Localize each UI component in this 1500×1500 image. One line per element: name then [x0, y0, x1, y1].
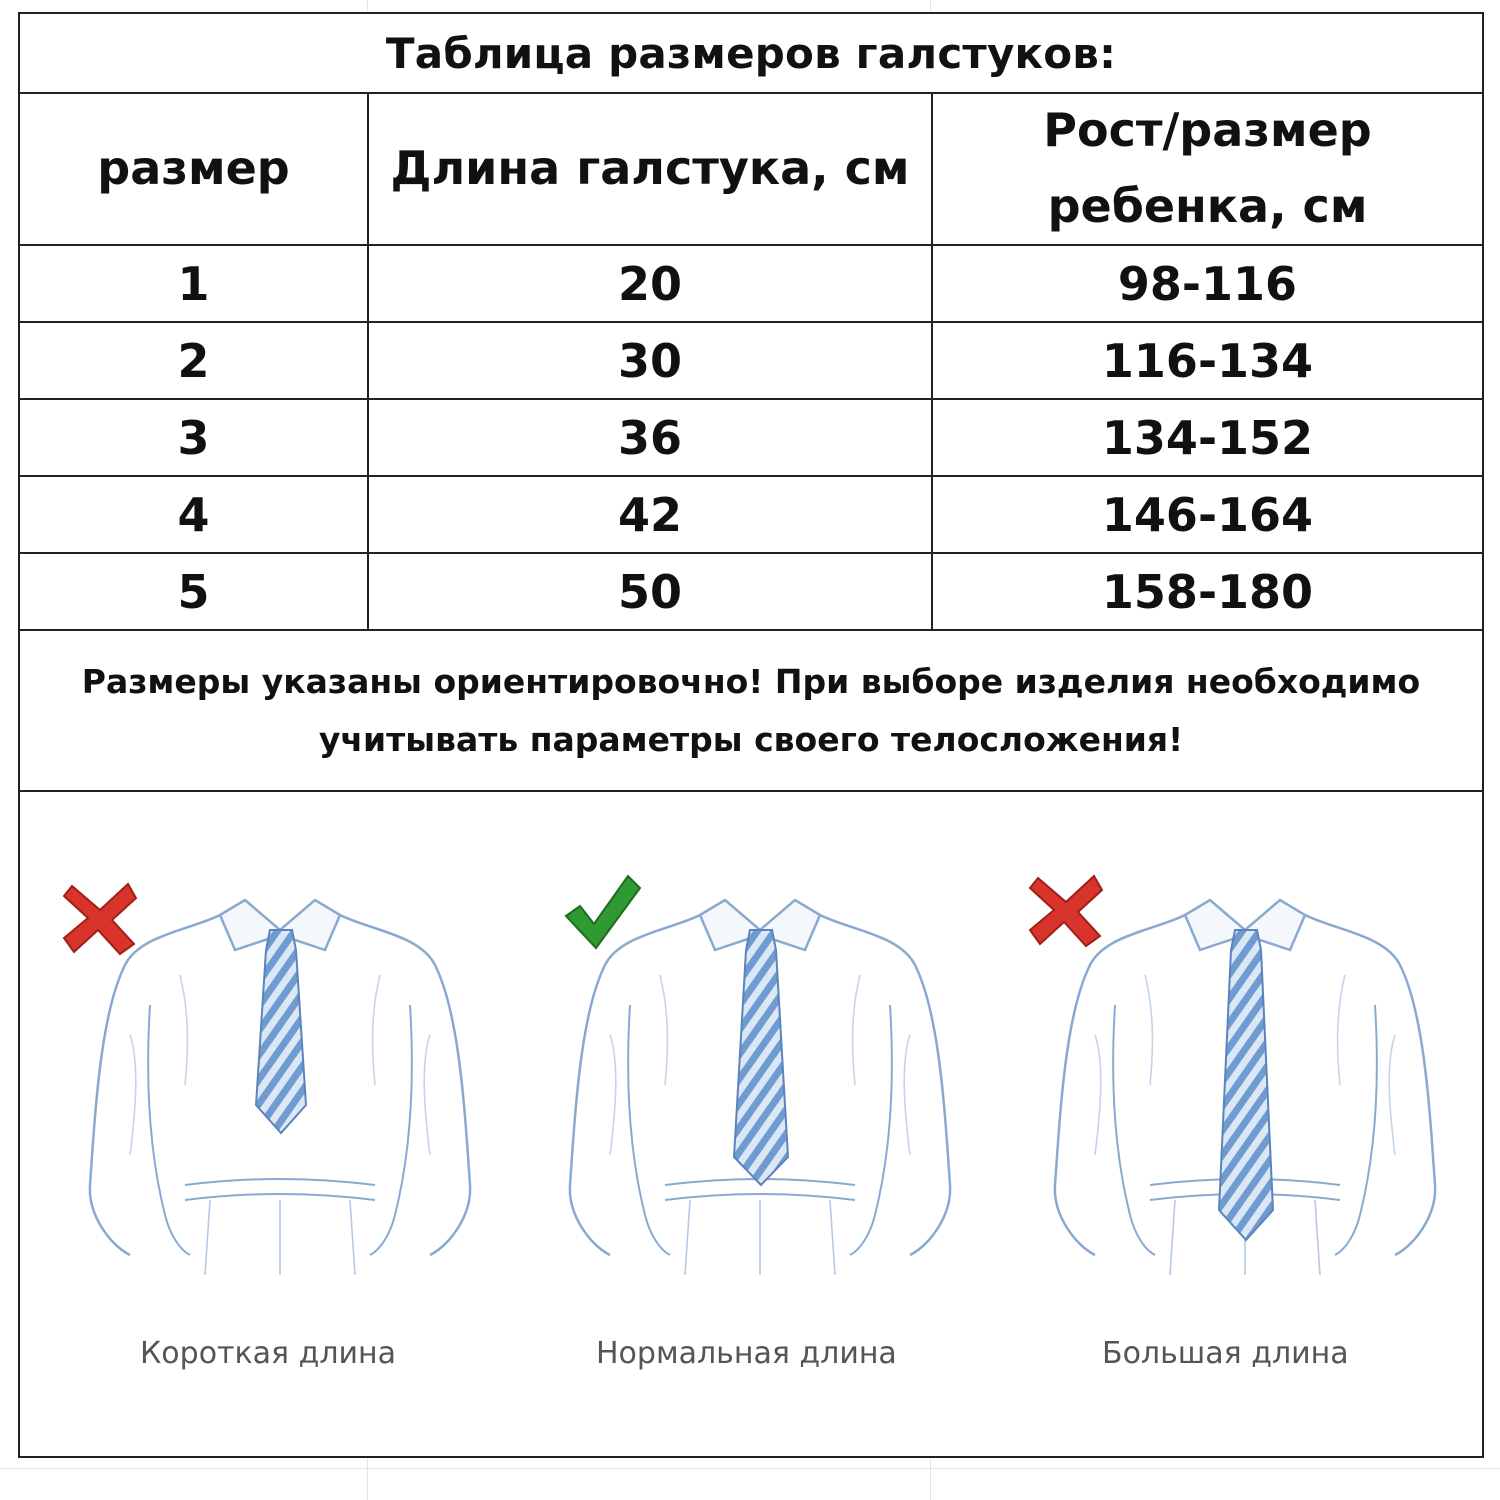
table-header-row [20, 92, 1482, 245]
disclaimer-line1: Размеры указаны ориентировочно! При выборе изделия необходимо [81, 662, 1421, 701]
page-title: Таблица размеров галстуков: [20, 14, 1482, 94]
cell-length: 36 [368, 399, 932, 476]
cross-icon [58, 876, 142, 960]
cell-height: 98-116 [932, 245, 1482, 322]
cross-icon [1024, 868, 1108, 952]
cell-length: 30 [368, 322, 932, 399]
cell-size: 2 [20, 322, 368, 399]
caption-short-length: Короткая длина [140, 1336, 397, 1371]
caption-normal-length: Нормальная длина [596, 1336, 897, 1371]
cell-size: 1 [20, 245, 368, 322]
cell-height: 146-164 [932, 476, 1482, 553]
header-tie-length: Длина галстука, см [368, 92, 932, 245]
header-size: размер [20, 92, 368, 245]
header-child-height [932, 92, 1482, 245]
table-row [20, 476, 1482, 553]
gridline [0, 1468, 1500, 1469]
caption-long-length: Большая длина [1102, 1336, 1349, 1371]
cell-size: 4 [20, 476, 368, 553]
cell-length: 20 [368, 245, 932, 322]
table-row [20, 245, 1482, 322]
tie-normal [734, 930, 788, 1185]
cell-size: 5 [20, 553, 368, 630]
cell-height: 134-152 [932, 399, 1482, 476]
disclaimer-line2: учитывать параметры своего телосложения! [318, 720, 1184, 759]
tie-short [256, 930, 306, 1133]
cell-height: 116-134 [932, 322, 1482, 399]
cell-size: 3 [20, 399, 368, 476]
header-child-height-line1: Рост/размер [1043, 103, 1372, 157]
table-row [20, 553, 1482, 630]
size-table [20, 92, 1482, 631]
check-icon [560, 870, 644, 954]
header-child-height-line2: ребенка, см [1047, 179, 1368, 233]
disclaimer-note [20, 632, 1482, 792]
table-row [20, 399, 1482, 476]
table-row [20, 322, 1482, 399]
cell-length: 50 [368, 553, 932, 630]
tie-long [1219, 930, 1273, 1240]
cell-height: 158-180 [932, 553, 1482, 630]
cell-length: 42 [368, 476, 932, 553]
